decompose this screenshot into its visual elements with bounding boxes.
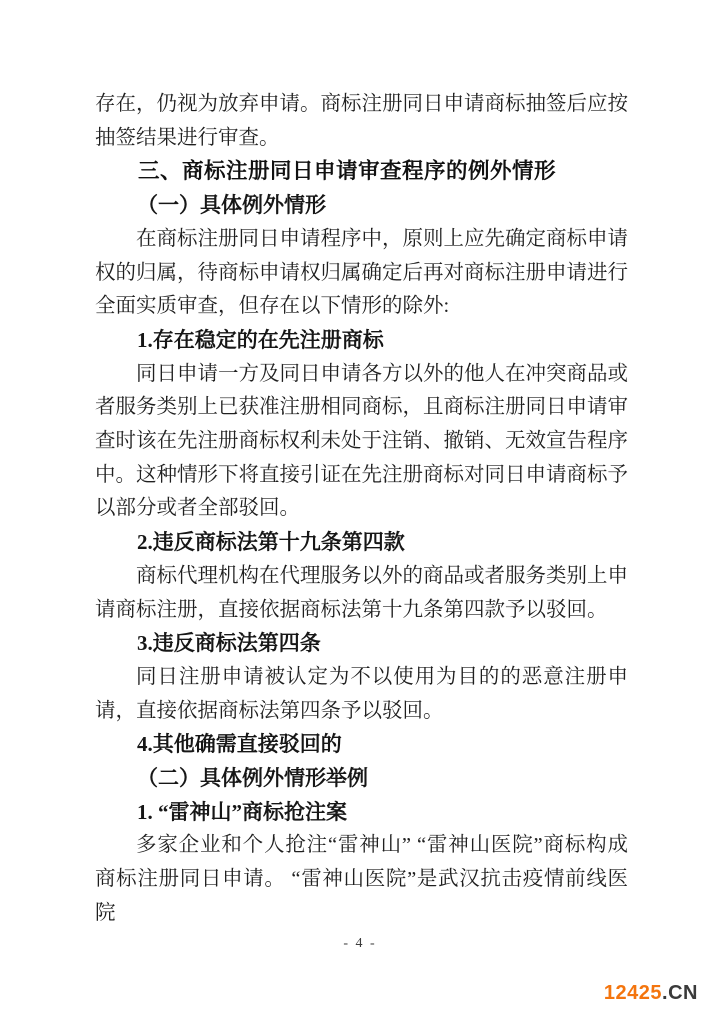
paragraph: 在商标注册同日申请程序中，原则上应先确定商标申请权的归属，待商标申请权归属确定后再对商标注册申请进行全面实质审查，但存在以下情形的除外: [95, 227, 628, 318]
paragraph: 商标代理机构在代理服务以外的商品或者服务类别上申请商标注册，直接依据商标法第十九条第四款予以驳回。 [95, 564, 628, 621]
sub-heading-one: （一）具体例外情形 [137, 193, 326, 218]
paragraph: 同日申请一方及同日申请各方以外的他人在冲突商品或者服务类别上已获准注册相同商标，且商标注册同日申请审查时该在先注册商标权利未处于注销、撤销、无效宣告程序中。这种情形下将直接引证在先注册商标对同日申请商标予以部分或者全部驳回。 [95, 362, 628, 520]
site-watermark [604, 982, 698, 1005]
paragraph: 多家企业和个人抢注“雷神山” “雷神山医院”商标构成商标注册同日申请。 “雷神山医院”是武汉抗击疫情前线医院 [95, 834, 628, 924]
watermark-suffix: .CN [662, 982, 698, 1004]
item-heading-case-1: 1. “雷神山”商标抢注案 [137, 799, 347, 824]
sub-heading-two: （二）具体例外情形举例 [137, 766, 368, 791]
page-number: - 4 - [343, 936, 377, 951]
paragraph-continuation: 存在，仍视为放弃申请。商标注册同日申请商标抽签后应按抽签结果进行审查。 [95, 93, 628, 149]
paragraph: 同日注册申请被认定为不以使用为目的的恶意注册申请，直接依据商标法第四条予以驳回。 [95, 665, 628, 722]
item-heading-2: 2.违反商标法第十九条第四款 [137, 530, 405, 555]
document-body [95, 88, 628, 931]
watermark-number: 12425 [603, 982, 663, 1004]
item-heading-1: 1.存在稳定的在先注册商标 [137, 327, 384, 352]
item-heading-3: 3.违反商标法第四条 [137, 631, 321, 656]
section-heading-three: 三、商标注册同日申请审查程序的例外情形 [138, 159, 557, 184]
item-heading-4: 4.其他确需直接驳回的 [137, 732, 342, 757]
